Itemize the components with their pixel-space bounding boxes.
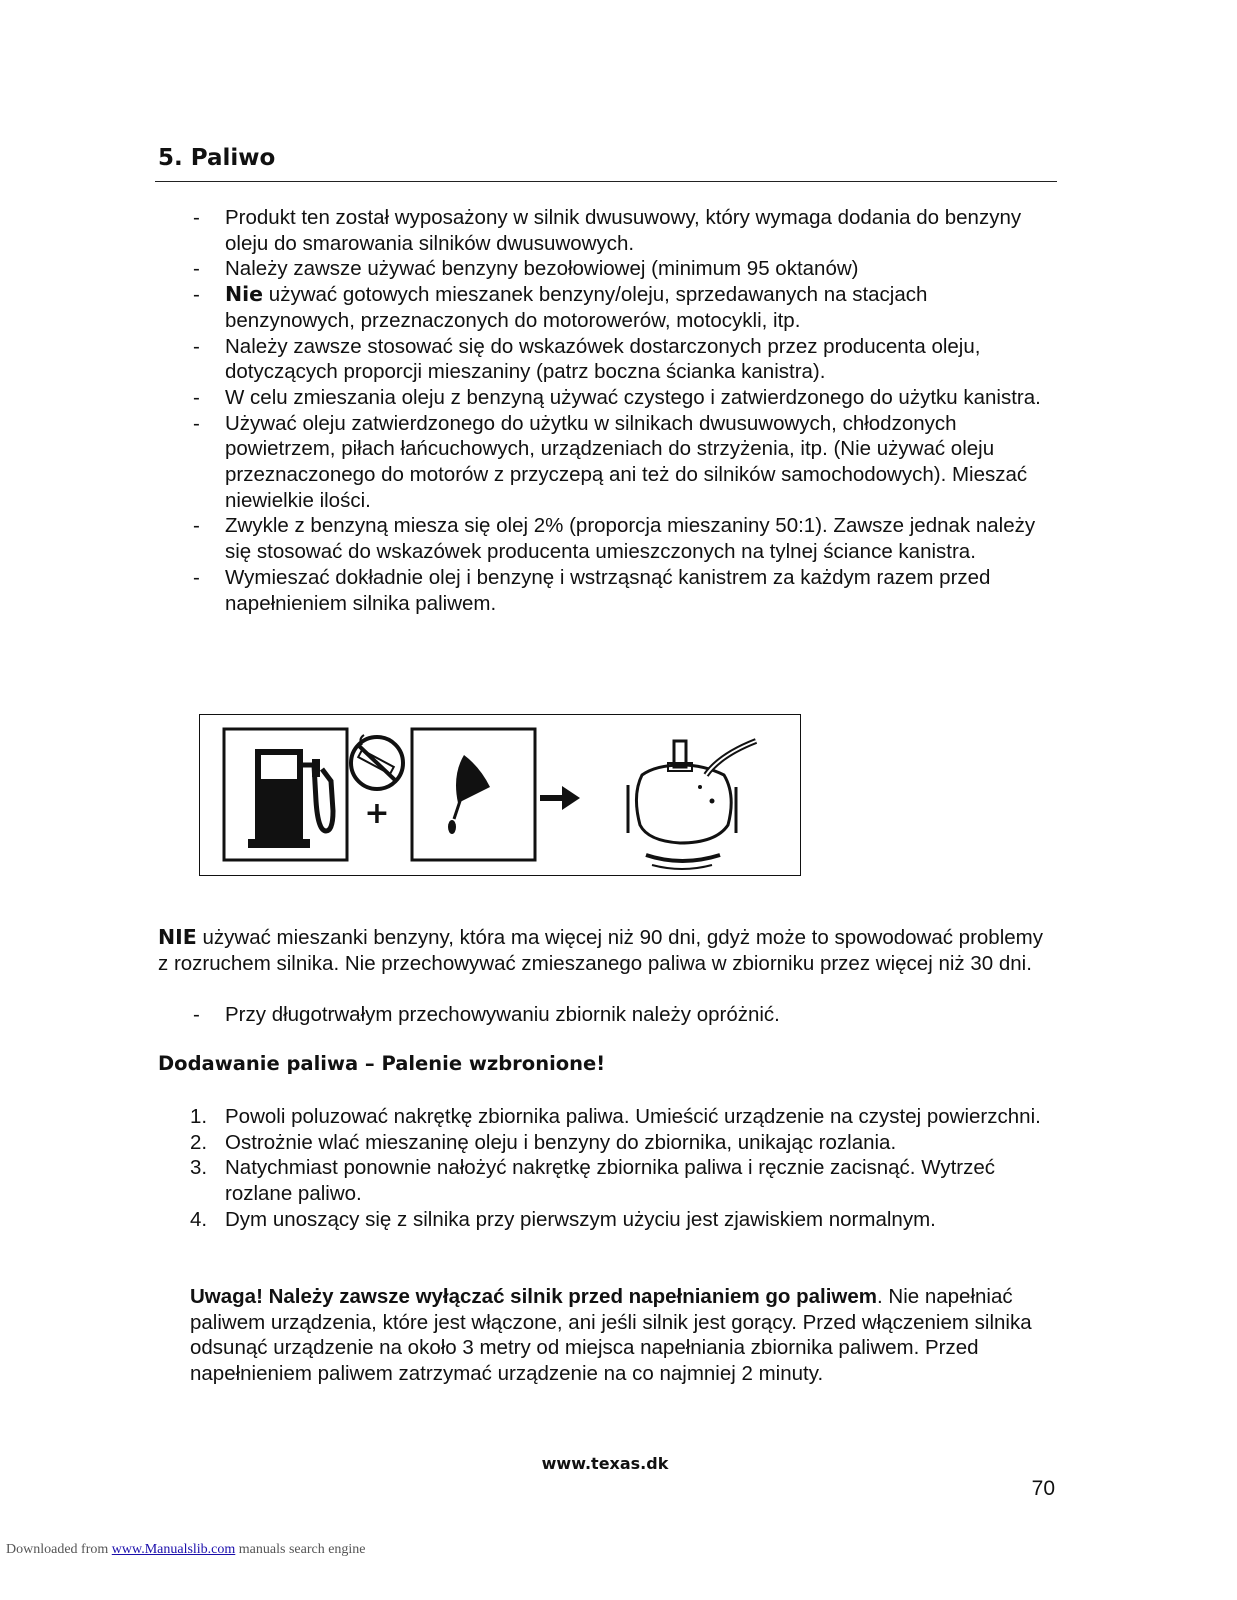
refuel-heading: Dodawanie paliwa – Palenie wzbronione! — [158, 1052, 606, 1075]
oil-funnel-icon — [412, 729, 535, 860]
caution-bold: Uwaga! Należy zawsze wyłączać silnik przed napełnianiem go paliwem — [190, 1285, 877, 1308]
download-prefix: Downloaded from — [6, 1542, 112, 1557]
manualslib-link[interactable]: www.Manualslib.com — [111, 1542, 236, 1557]
storage-warning — [158, 925, 1058, 976]
step-text: Dym unoszący się z silnika przy pierwszym użyciu jest zjawiskiem normalnym. — [225, 1207, 936, 1231]
list-item — [190, 411, 1060, 514]
caution-note — [190, 1284, 1050, 1387]
list-item — [190, 334, 1060, 385]
storage-rules-list — [190, 1002, 1060, 1028]
list-item-text: W celu zmieszania oleju z benzyną używać czystego i zatwierdzonego do użytku kanistra. — [225, 385, 1041, 409]
page-title: 5. Paliwo — [158, 145, 276, 171]
list-item — [190, 1130, 1060, 1156]
list-item-text: Wymieszać dokładnie olej i benzynę i wstrząsnąć kanistrem za każdym razem przed napełnieniem silnika paliwem. — [225, 565, 991, 615]
fuel-pump-icon — [224, 729, 347, 860]
caution-text: . Nie napełniać paliwem urządzenia, które jest włączone, ani jeśli silnik jest gorący. Przed włączeniem silnika odsunąć urządzenie na około 3 metry od miejsca napełniania zbiornika paliwem. Przed napełnieniem paliwem zatrzymać urządzenie na co najmniej 2 minuty. — [190, 1285, 1032, 1386]
list-item — [190, 513, 1060, 564]
footer-url: www.texas.dk — [541, 1454, 669, 1473]
list-item-text: Należy zawsze używać benzyny bezołowiowej (minimum 95 oktanów) — [225, 257, 859, 281]
list-item-text: Należy zawsze stosować się do wskazówek dostarczonych przez producenta oleju, dotyczących proporcji mieszaniny (patrz boczna ścianka kanistra). — [225, 334, 981, 384]
list-item — [190, 205, 1060, 256]
list-item — [190, 1104, 1060, 1130]
list-item — [190, 565, 1060, 616]
page-number: 70 — [1031, 1477, 1055, 1500]
title-divider — [155, 181, 1057, 182]
list-item-text: Przy długotrwałym przechowywaniu zbiornik należy opróżnić. — [225, 1003, 780, 1026]
list-item-text: Używać oleju zatwierdzonego do użytku w silnikach dwusuwowych, chłodzonych powietrzem, piłach łańcuchowych, urządzeniach do strzyżenia, itp. (Nie używać oleju przeznaczonego do motorów z przyczepą ani też do silników samochodowych). Mieszać niewielkie ilości. — [225, 411, 1028, 512]
arrow-right-icon — [540, 786, 580, 810]
step-text: Ostrożnie wlać mieszaninę oleju i benzyny do zbiornika, unikając rozlania. — [225, 1130, 897, 1154]
step-text: Powoli poluzować nakrętkę zbiornika paliwa. Umieścić urządzenie na czystej powierzchni. — [225, 1105, 1041, 1128]
fuel-mixing-figure — [199, 714, 801, 876]
list-item — [190, 256, 1060, 282]
list-item — [190, 1207, 1060, 1233]
refuel-steps-list — [190, 1104, 1060, 1233]
list-item — [190, 385, 1060, 411]
emphasis-text: NIE — [158, 925, 197, 949]
list-item-text: Zwykle z benzyną miesza się olej 2% (proporcja mieszaniny 50:1). Zawsze jednak należy się stosować do wskazówek producenta umieszczonych na tylnej ściance kanistra. — [225, 514, 1036, 564]
list-item — [190, 1002, 1060, 1028]
download-suffix: manuals search engine — [235, 1542, 366, 1557]
list-item-text: używać gotowych mieszanek benzyny/oleju, sprzedawanych na stacjach benzynowych, przeznaczonych do motorowerów, motocykli, itp. — [225, 283, 928, 332]
plus-icon: + — [364, 796, 390, 831]
step-number: 4. — [190, 1207, 208, 1231]
list-item-text: Produkt ten został wyposażony w silnik dwusuwowy, który wymaga dodania do benzyny oleju do smarowania silników dwusuwowych. — [225, 206, 1022, 255]
fuel-rules-list — [190, 205, 1060, 616]
warning-text: używać mieszanki benzyny, która ma więcej niż 90 dni, gdyż może to spowodować problemy z rozruchem silnika. Nie przechowywać zmieszanego paliwa w zbiorniku przez więcej niż 30 dni. — [158, 926, 1043, 975]
step-number: 2. — [190, 1130, 208, 1154]
no-smoking-icon — [351, 735, 403, 789]
emphasis-text: Nie — [225, 282, 264, 307]
list-item — [190, 282, 1060, 333]
shaking-canister-icon — [628, 741, 756, 869]
list-item — [190, 1155, 1060, 1206]
step-number: 3. — [190, 1156, 208, 1180]
step-text: Natychmiast ponownie nałożyć nakrętkę zbiornika paliwa i ręcznie zacisnąć. Wytrzeć rozlane paliwo. — [225, 1156, 996, 1206]
download-footer — [6, 1542, 606, 1558]
step-number: 1. — [190, 1105, 208, 1128]
